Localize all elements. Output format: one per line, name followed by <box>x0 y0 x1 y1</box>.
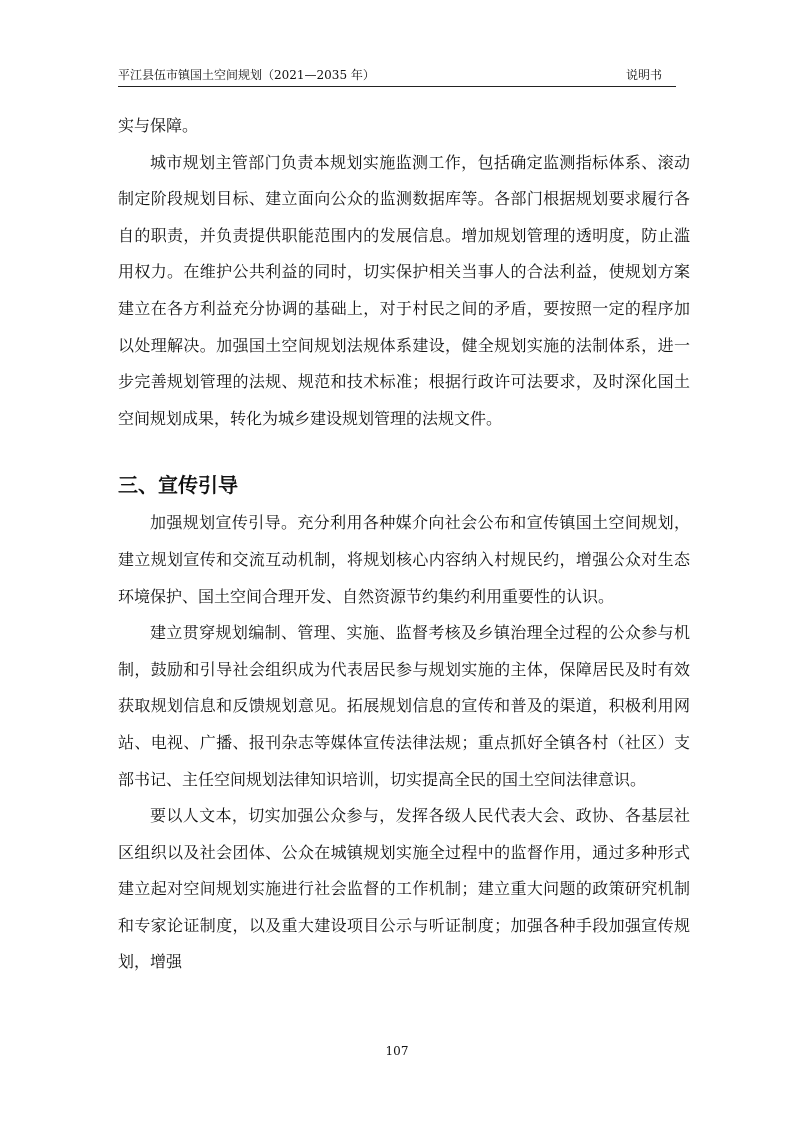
page-header <box>118 66 676 87</box>
header-doc-type: 说明书 <box>625 68 662 82</box>
paragraph-publicity: 加强规划宣传引导。充分利用各种媒介向社会公布和宣传镇国土空间规划，建立规划宣传和交流互动机制，将规划核心内容纳入村规民约，增强公众对生态环境保护、国土空间合理开发、自然资源节约集约利用重要性的认识。 <box>118 513 690 606</box>
document-body <box>118 108 690 981</box>
paragraph-monitoring: 城市规划主管部门负责本规划实施监测工作，包括确定监测指标体系、滚动制定阶段规划目标、建立面向公众的监测数据库等。各部门根据规划要求履行各自的职责，并负责提供职能范围内的发展信息。增加规划管理的透明度，防止滥用权力。在维护公共利益的同时，切实保护相关当事人的合法利益，使规划方案建立在各方利益充分协调的基础上，对于村民之间的矛盾，要按照一定的程序加以处理解决。加强国土空间规划法规体系建设，健全规划实施的法制体系，进一步完善规划管理的法规、规范和技术标准；根据行政许可法要求，及时深化国土空间规划成果，转化为城乡建设规划管理的法规文件。 <box>118 152 690 428</box>
paragraph-public-participation: 建立贯穿规划编制、管理、实施、监督考核及乡镇治理全过程的公众参与机制，鼓励和引导社会组织成为代表居民参与规划实施的主体，保障居民及时有效获取规划信息和反馈规划意见。拓展规划信息的宣传和普及的渠道，积极利用网站、电视、广播、报刊杂志等媒体宣传法律法规；重点抓好全镇各村（社区）支部书记、主任空间规划法律知识培训，切实提高全民的国土空间法律意识。 <box>118 623 690 789</box>
section-heading: 三、宣传引导 <box>118 473 238 498</box>
header-title: 平江县伍市镇国土空间规划（2021—2035 年） <box>118 68 375 82</box>
page-number: 107 <box>385 1044 409 1058</box>
continuation-paragraph: 实与保障。 <box>118 116 199 135</box>
paragraph-supervision: 要以人文本，切实加强公众参与，发挥各级人民代表大会、政协、各基层社区组织以及社会团体、公众在城镇规划实施全过程中的监督作用，通过多种形式建立起对空间规划实施进行社会监督的工作机制；建立重大问题的政策研究机制和专家论证制度，以及重大建设项目公示与听证制度；加强各种手段加强宣传规划，增强 <box>118 806 690 972</box>
